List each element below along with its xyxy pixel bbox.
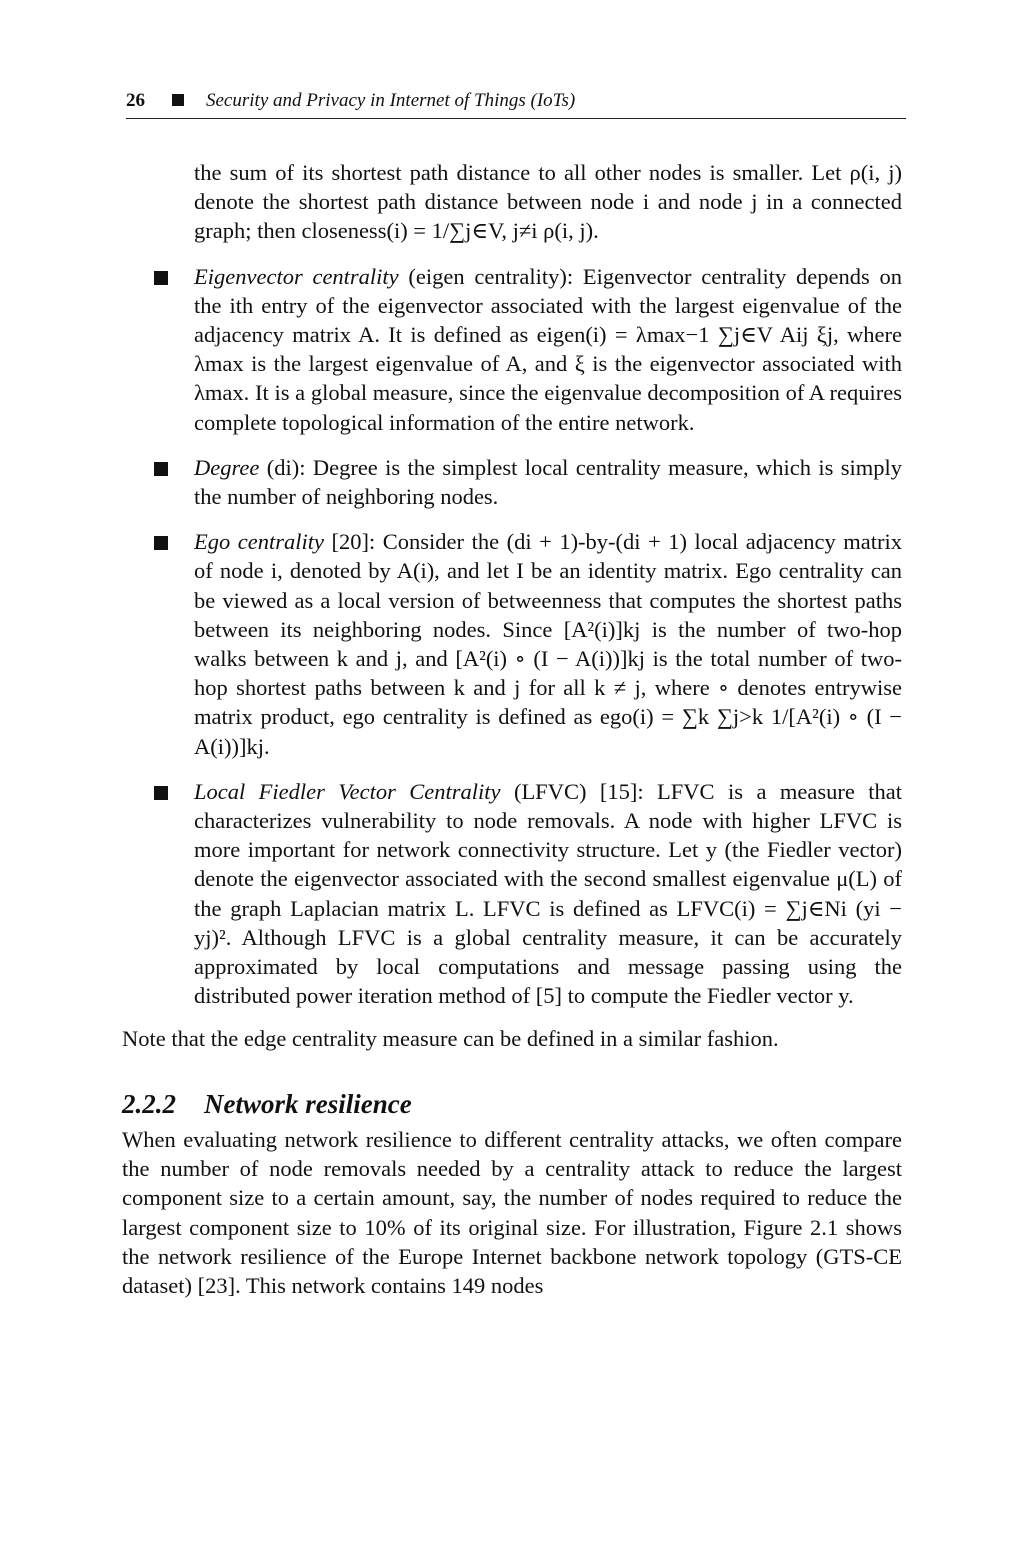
section-heading [122, 1090, 902, 1119]
bullet-item-eigenvector [194, 262, 902, 437]
bullet-item-lfvc [194, 777, 902, 1011]
bullet-paragraph [194, 453, 902, 511]
section-number: 2.2.2 [122, 1088, 176, 1119]
bullet-item-ego [194, 527, 902, 761]
page-body [122, 158, 902, 1300]
bullet-square-icon [154, 786, 168, 800]
page-number: 26 [126, 90, 145, 111]
section-paragraph: When evaluating network resilience to different centrality attacks, we often compare the number of node removals needed by a centrality attack to reduce the largest component size to a certain amount, say, the number of nodes required to reduce the largest component size to 10% of its original size. For illustration, Figure 2.1 shows the network resilience of the Europe Internet backbone network topology (GTS-CE dataset) [23]. This network contains 149 nodes [122, 1126, 902, 1298]
bullet-term: Eigenvector centrality [194, 263, 399, 289]
intro-paragraph: the sum of its shortest path distance to all other nodes is smaller. Let ρ(i, j) denote the shortest path distance between node i and node j in a connected graph; then closeness(i) = 1/∑j∈V, j≠i ρ(i, j). [194, 160, 902, 244]
bullet-text: [20]: Consider the (di + 1)-by-(di + 1) local adjacency matrix of node i, denoted by A(i), and let I be an identity matrix. Ego centrality can be viewed as a local version of betweenness that computes the shortest paths between its neighboring nodes. Since [A²(i)]kj is the number of two-hop walks between k and j, and [A²(i) ∘ (I − A(i))]kj is the total number of two-hop shortest paths between k and j for all k ≠ j, where ∘ denotes entrywise matrix product, ego centrality is defined as ego(i) = ∑k ∑j>k 1/[A²(i) ∘ (I − A(i))]kj. [194, 529, 902, 759]
bullet-term: Local Fiedler Vector Centrality [194, 778, 501, 804]
section-title: Network resilience [204, 1088, 412, 1119]
bullet-term: Ego centrality [194, 529, 324, 555]
bullet-paragraph [194, 527, 902, 761]
bullet-paragraph [194, 262, 902, 437]
bullet-square-icon [154, 271, 168, 285]
bullet-paragraph [194, 777, 902, 1011]
bullet-item-degree [194, 453, 902, 511]
bullet-text: (di): Degree is the simplest local centrality measure, which is simply the number of neighboring nodes. [194, 454, 902, 510]
running-title: Security and Privacy in Internet of Things (IoTs) [206, 90, 576, 111]
running-header [126, 88, 906, 119]
bullet-text: (LFVC) [15]: LFVC is a measure that characterizes vulnerability to node removals. A node with higher LFVC is more important for network connectivity structure. Let y (the Fiedler vector) denote the eigenvector associated with the second smallest eigenvalue μ(L) of the graph Laplacian matrix L. LFVC is defined as LFVC(i) = ∑j∈Ni (yi − yj)². Although LFVC is a global centrality measure, it can be accurately approximated by local computations and message passing using the distributed power iteration method of [5] to compute the Fiedler vector y. [194, 778, 902, 1009]
bullet-square-icon [154, 462, 168, 476]
header-square-icon [172, 94, 184, 106]
bullet-text: (eigen centrality): Eigenvector centrality depends on the ith entry of the eigenvector associated with the largest eigenvalue of the adjacency matrix A. It is defined as eigen(i) = λmax−1 ∑j∈V Aij ξj, where λmax is the largest eigenvalue of A, and ξ is the eigenvector associated with λmax. It is a global measure, since the eigenvalue decomposition of A requires complete topological information of the entire network. [194, 263, 902, 435]
bullet-term: Degree [194, 454, 260, 480]
bullet-square-icon [154, 536, 168, 550]
note-paragraph: Note that the edge centrality measure can be defined in a similar fashion. [122, 1026, 779, 1052]
